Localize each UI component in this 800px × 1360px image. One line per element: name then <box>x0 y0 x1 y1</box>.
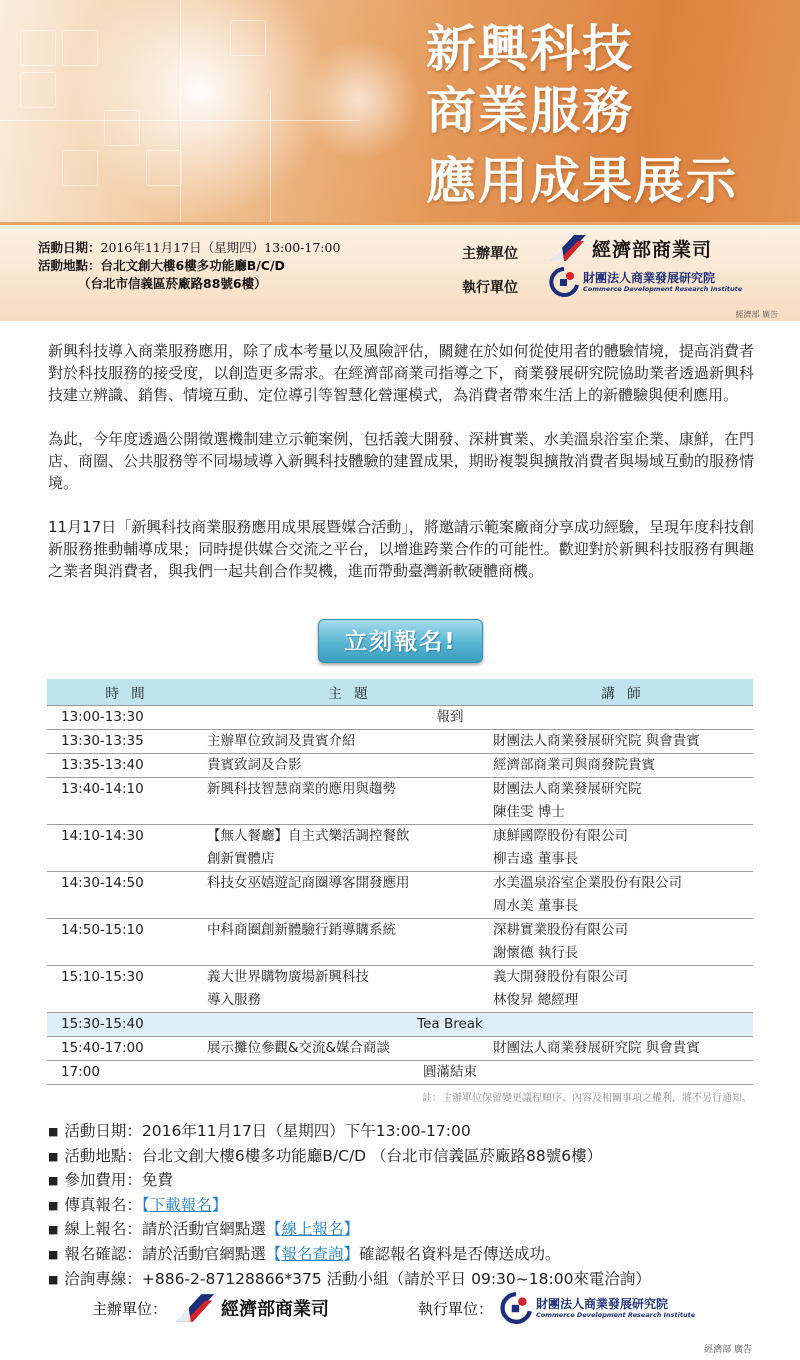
online-label: 線上報名：請於活動官網點選 <box>64 1220 266 1239</box>
agenda-speaker-line: 謝懷德 執行長 <box>493 945 579 961</box>
venue-value: 台北文創大樓6樓多功能廳B/C/D <box>100 258 285 273</box>
footer-executor-name: 財團法人商業發展研究院 <box>536 1296 669 1311</box>
agenda-time: 14:30-14:50 <box>47 872 207 919</box>
agenda-topic-line: 貴賓致詞及合影 <box>207 757 302 773</box>
agenda-time: 13:30-13:35 <box>47 730 207 754</box>
venue-label: 活動地點： <box>38 258 101 273</box>
ad-tag: 經濟部 廣告 <box>735 310 778 319</box>
agenda-row <box>47 754 753 778</box>
footer-organizer-label: 主辦單位： <box>92 1299 168 1318</box>
agenda-topic-line: 中科商圈創新體驗行銷導購系統 <box>207 922 396 938</box>
detail-fax <box>48 1194 651 1219</box>
agenda-time: 17:00 <box>47 1061 207 1085</box>
agenda-span-item: 報到 <box>207 706 753 730</box>
agenda-row <box>47 825 753 872</box>
circuit-line <box>270 90 271 222</box>
agenda-speaker <box>493 730 753 754</box>
grid-cell <box>230 20 266 56</box>
footer-executor-name-en: Commerce Development Research Institute <box>536 1310 696 1319</box>
agenda-speaker-line: 水美溫泉浴室企業股份有限公司 <box>493 875 682 891</box>
agenda-topic-line: 新興科技智慧商業的應用與趨勢 <box>207 781 396 797</box>
organizer-label: 主辦單位 <box>462 246 518 262</box>
agenda-speaker-line: 經濟部商業司與商發院貴賓 <box>493 757 655 773</box>
agenda-speaker <box>493 872 753 919</box>
detail-venue: ■ 活動地點：台北文創大樓6樓多功能廳B/C/D （台北市信義區菸廠路88號6樓） <box>48 1145 651 1170</box>
grid-cell <box>62 30 98 66</box>
cdri-name: 財團法人商業發展研究院 <box>583 270 716 285</box>
agenda-row <box>47 919 753 966</box>
fax-label: 傳真報名： <box>64 1195 142 1214</box>
agenda-time: 14:10-14:30 <box>47 825 207 872</box>
agenda-topic-line: 創新實體店 <box>207 851 275 867</box>
agenda-row <box>47 966 753 1013</box>
agenda-topic <box>207 730 493 754</box>
banner-title-line: 應用成果展示 <box>426 152 738 210</box>
header-speaker: 講 師 <box>493 679 753 706</box>
hero-banner <box>0 0 800 222</box>
bracket-close: 】 <box>343 1220 359 1239</box>
agenda-time: 15:10-15:30 <box>47 966 207 1013</box>
detail-hotline: ■ 洽詢專線：+886-2-87128866*375 活動小組（請於平日 09:30~18:00來電洽詢） <box>48 1268 651 1293</box>
bracket-close: 】 <box>211 1195 228 1214</box>
agenda-speaker-line: 周水美 董事長 <box>493 898 579 914</box>
agenda-row <box>47 706 753 730</box>
agenda-span-item: Tea Break <box>207 1013 753 1037</box>
cdri-logo <box>548 267 742 297</box>
agenda-speaker-line: 財團法人商業發展研究院 <box>493 781 642 797</box>
footer-executor-label: 執行單位： <box>418 1299 494 1318</box>
agenda-span-item: 圓滿結束 <box>207 1061 753 1085</box>
grid-cell <box>20 30 56 66</box>
detail-confirm <box>48 1243 651 1268</box>
agenda-speaker <box>493 754 753 778</box>
detail-fee: ■ 參加費用：免費 <box>48 1169 651 1194</box>
grid-cell <box>104 110 140 146</box>
org-labels <box>462 237 518 305</box>
register-query-link[interactable]: 報名查詢 <box>281 1244 344 1263</box>
agenda-topic <box>207 778 493 825</box>
agenda-speaker-line: 柳吉遠 董事長 <box>493 851 579 867</box>
agenda-time: 13:00-13:30 <box>47 706 207 730</box>
agenda-topic <box>207 825 493 872</box>
event-details <box>48 1120 651 1292</box>
footer-ad-tag: 經濟部 廣告 <box>704 1345 752 1355</box>
intro-paragraph: 新興科技導入商業服務應用，除了成本考量以及風險評估，關鍵在於如何從使用者的體驗情境，提高消費者對於科技服務的接受度，以創造更多需求。在經濟部商業司指導之下，商業發展研究院協助業者透過新興科技建立辨識、銷售、情境互動、定位導引等智慧化營運模式，為消費者帶來生活上的新體驗與便利應用。 <box>48 342 754 404</box>
agenda-row <box>47 1061 753 1085</box>
bracket-open: 【 <box>265 1244 282 1263</box>
agenda-topic-line: 義大世界購物廣場新興科技 <box>207 969 369 985</box>
banner-title <box>426 18 738 212</box>
grid-cell <box>20 72 56 108</box>
confirm-label: 報名確認：請於活動官網點選 <box>64 1244 266 1263</box>
intro-paragraph: 11月17日「新興科技商業服務應用成果展暨媒合活動」，將邀請示範案廠商分享成功經驗，呈現年度科技創新服務推動輔導成果；同時提供媒合交流之平台，以增進跨業合作的可能性。歡迎對於新興科技服務有興趣之業者與消費者，與我們一起共創合作契機，進而帶動臺灣新軟硬體商機。 <box>48 518 754 580</box>
header-topic: 主 題 <box>207 679 493 706</box>
agenda-topic <box>207 1037 493 1061</box>
cdri-name-en: Commerce Development Research Institute <box>583 284 743 293</box>
agenda-speaker-line: 林俊昇 總經理 <box>493 992 579 1008</box>
agenda-row <box>47 1037 753 1061</box>
agenda-topic <box>207 872 493 919</box>
agenda-time: 15:30-15:40 <box>47 1013 207 1037</box>
agenda-time: 13:40-14:10 <box>47 778 207 825</box>
grid-cell <box>146 150 182 186</box>
moea-logo-text: 經濟部商業司 <box>592 238 713 261</box>
intro-paragraph: 為此，今年度透過公開徵選機制建立示範案例，包括義大開發、深耕實業、水美溫泉浴室企業、康鮮，在門店、商圈、公共服務等不同場域導入新興科技體驗的建置成果，期盼複製與擴散消費者與場域互動的服務情境。 <box>48 430 754 492</box>
cdri-logo-icon <box>548 267 580 297</box>
footer-organizer-name: 經濟部商業司 <box>221 1299 330 1320</box>
agenda-topic <box>207 919 493 966</box>
agenda-speaker-line: 財團法人商業發展研究院 與會貴賓 <box>493 1040 700 1056</box>
footer-organizer <box>92 1292 329 1324</box>
banner-title-line: 新興科技 <box>426 20 634 78</box>
agenda-topic-line: 【無人餐廳】自主式樂活調控餐飲 <box>207 828 410 844</box>
agenda-table <box>47 679 753 1085</box>
agenda-speaker-line: 義大開發股份有限公司 <box>493 969 628 985</box>
circuit-line <box>180 0 181 222</box>
banner-title-line: 商業服務 <box>426 82 634 140</box>
agenda-topic-line: 主辦單位致詞及貴賓介紹 <box>207 733 356 749</box>
agenda-speaker <box>493 966 753 1013</box>
light-glow <box>300 40 420 160</box>
agenda-row <box>47 730 753 754</box>
agenda-time: 14:50-15:10 <box>47 919 207 966</box>
executor-label: 執行單位 <box>462 280 518 296</box>
agenda-speaker-line: 陳佳雯 博士 <box>493 804 565 820</box>
agenda-topic-line: 科技女巫嬉遊記商圈導客開發應用 <box>207 875 410 891</box>
moea-logo-icon <box>548 233 588 263</box>
agenda-topic <box>207 966 493 1013</box>
bracket-close: 】 <box>343 1244 359 1263</box>
intro-text <box>48 340 754 604</box>
agenda-time: 13:35-13:40 <box>47 754 207 778</box>
bracket-open: 【 <box>141 1195 150 1214</box>
download-form-link[interactable]: 下載報名 <box>149 1195 212 1214</box>
detail-online <box>48 1218 651 1243</box>
agenda-speaker <box>493 1037 753 1061</box>
moea-logo-icon <box>173 1292 217 1324</box>
footer-executor <box>418 1292 695 1324</box>
agenda-row <box>47 1013 753 1037</box>
agenda-row <box>47 778 753 825</box>
agenda-row <box>47 872 753 919</box>
agenda-speaker <box>493 778 753 825</box>
header-time: 時 間 <box>47 679 207 706</box>
agenda-topic <box>207 754 493 778</box>
agenda-time: 15:40-17:00 <box>47 1037 207 1061</box>
event-info-band <box>0 222 800 321</box>
grid-cell <box>62 150 98 186</box>
agenda-speaker-line: 康鮮國際股份有限公司 <box>493 828 628 844</box>
agenda-topic-line: 展示攤位參觀&交流&媒合商談 <box>207 1040 391 1056</box>
online-register-link[interactable]: 線上報名 <box>281 1220 344 1239</box>
date-value: 2016年11月17日（星期四）13:00-17:00 <box>100 240 341 255</box>
agenda-speaker <box>493 825 753 872</box>
bracket-open: 【 <box>265 1220 282 1239</box>
cdri-logo-icon <box>499 1292 533 1324</box>
agenda-speaker-line: 深耕實業股份有限公司 <box>493 922 628 938</box>
register-button[interactable]: 立刻報名! <box>318 619 483 663</box>
venue-address: （台北市信義區菸廠路88號6樓） <box>78 276 267 291</box>
moea-logo <box>548 233 712 263</box>
date-label: 活動日期： <box>38 240 101 255</box>
agenda-speaker-line: 財團法人商業發展研究院 與會貴賓 <box>493 733 700 749</box>
agenda-topic-line: 導入服務 <box>207 992 261 1008</box>
confirm-suffix: 確認報名資料是否傳送成功。 <box>358 1244 561 1263</box>
detail-date: ■ 活動日期：2016年11月17日（星期四）下午13:00-17:00 <box>48 1120 651 1145</box>
event-info <box>38 239 340 293</box>
agenda-speaker <box>493 919 753 966</box>
agenda-note: 註：主辦單位保留變更議程順序、內容及相關事項之權利，將不另行通知。 <box>422 1093 752 1104</box>
